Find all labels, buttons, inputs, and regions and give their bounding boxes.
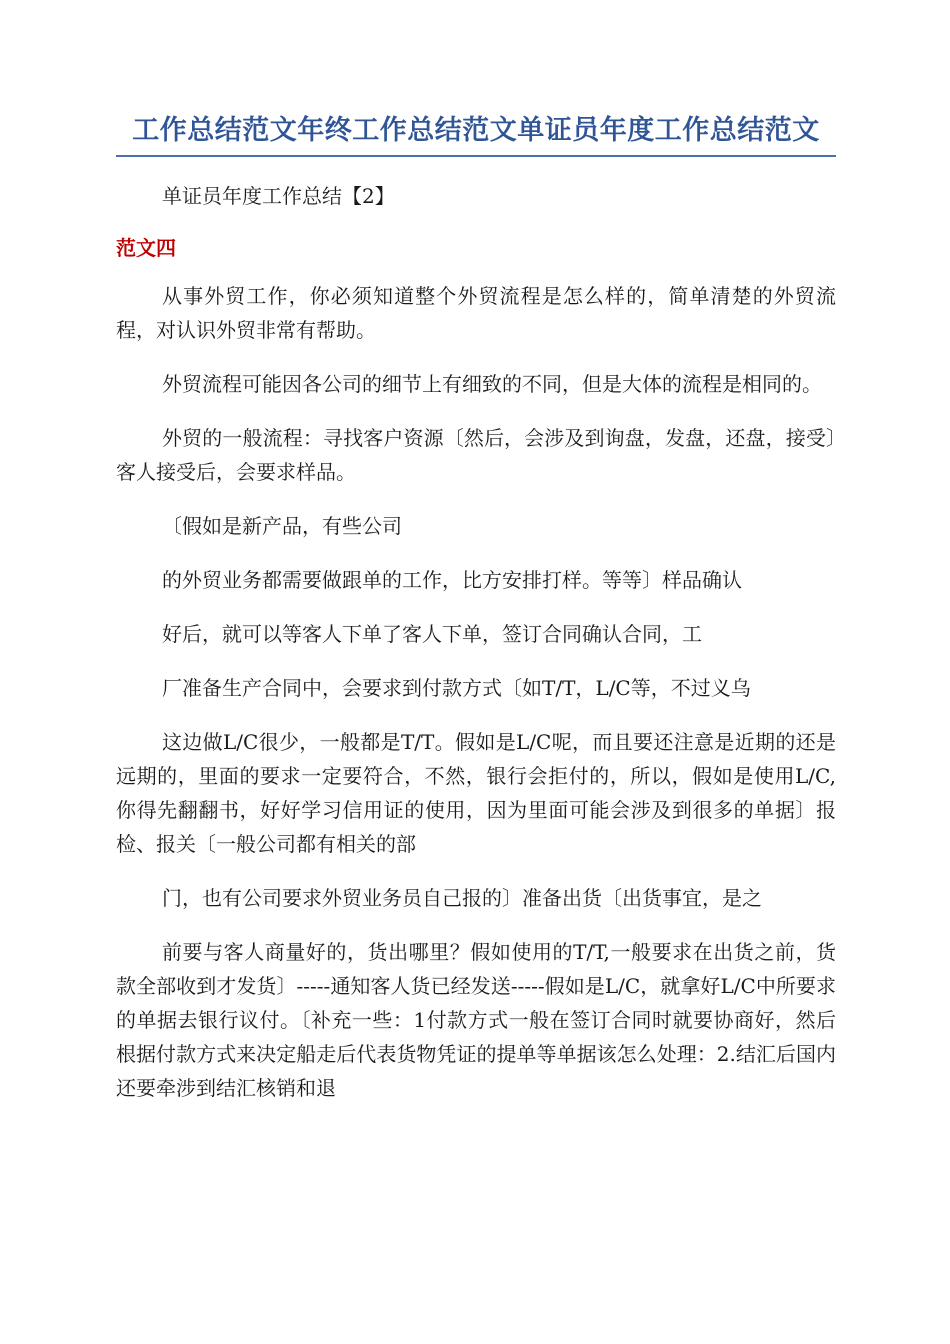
section-heading: 范文四 bbox=[116, 236, 176, 260]
title-underline bbox=[116, 155, 836, 157]
paragraph-7: 厂准备生产合同中，会要求到付款方式〔如T/T，L/C等，不过义乌 bbox=[162, 676, 751, 700]
document-title: 工作总结范文年终工作总结范文单证员年度工作总结范文 bbox=[132, 115, 820, 146]
paragraph-6: 好后，就可以等客人下单了客人下单，签订合同确认合同，工 bbox=[162, 622, 702, 646]
paragraph-5: 的外贸业务都需要做跟单的工作，比方安排打样。等等〕样品确认 bbox=[162, 568, 742, 592]
paragraph-10: 前要与客人商量好的，货出哪里？假如使用的T/T,一般要求在出货之前，货款全部收到才发货〕-----通知客人货已经发送-----假如是L/C，就拿好L/C中所要求的单据去银行议付。〔补充一些：1付款方式一般在签订合同时就要协商好，然后根据付款方式来决定船走后代表货物凭证的提单等单据该怎么处理：2.结汇后国内还要牵涉到结汇核销和退 bbox=[116, 940, 836, 1100]
document-subtitle: 单证员年度工作总结【2】 bbox=[162, 184, 395, 208]
document-page bbox=[116, 112, 836, 1105]
paragraph-2: 外贸流程可能因各公司的细节上有细致的不同，但是大体的流程是相同的。 bbox=[162, 372, 822, 396]
paragraph-4: 〔假如是新产品，有些公司 bbox=[162, 514, 402, 538]
paragraph-9: 门，也有公司要求外贸业务员自己报的〕准备出货〔出货事宜，是之 bbox=[162, 886, 762, 910]
paragraph-8: 这边做L/C很少，一般都是T/T。假如是L/C呢，而且要还注意是近期的还是远期的，里面的要求一定要符合，不然，银行会拒付的，所以，假如是使用L/C,你得先翻翻书，好好学习信用证的使用，因为里面可能会涉及到很多的单据〕报检、报关〔一般公司都有相关的部 bbox=[116, 730, 836, 856]
paragraph-1: 从事外贸工作，你必须知道整个外贸流程是怎么样的，简单清楚的外贸流程，对认识外贸非常有帮助。 bbox=[116, 284, 836, 342]
paragraph-3: 外贸的一般流程：寻找客户资源〔然后，会涉及到询盘，发盘，还盘，接受〕客人接受后，会要求样品。 bbox=[116, 426, 836, 484]
